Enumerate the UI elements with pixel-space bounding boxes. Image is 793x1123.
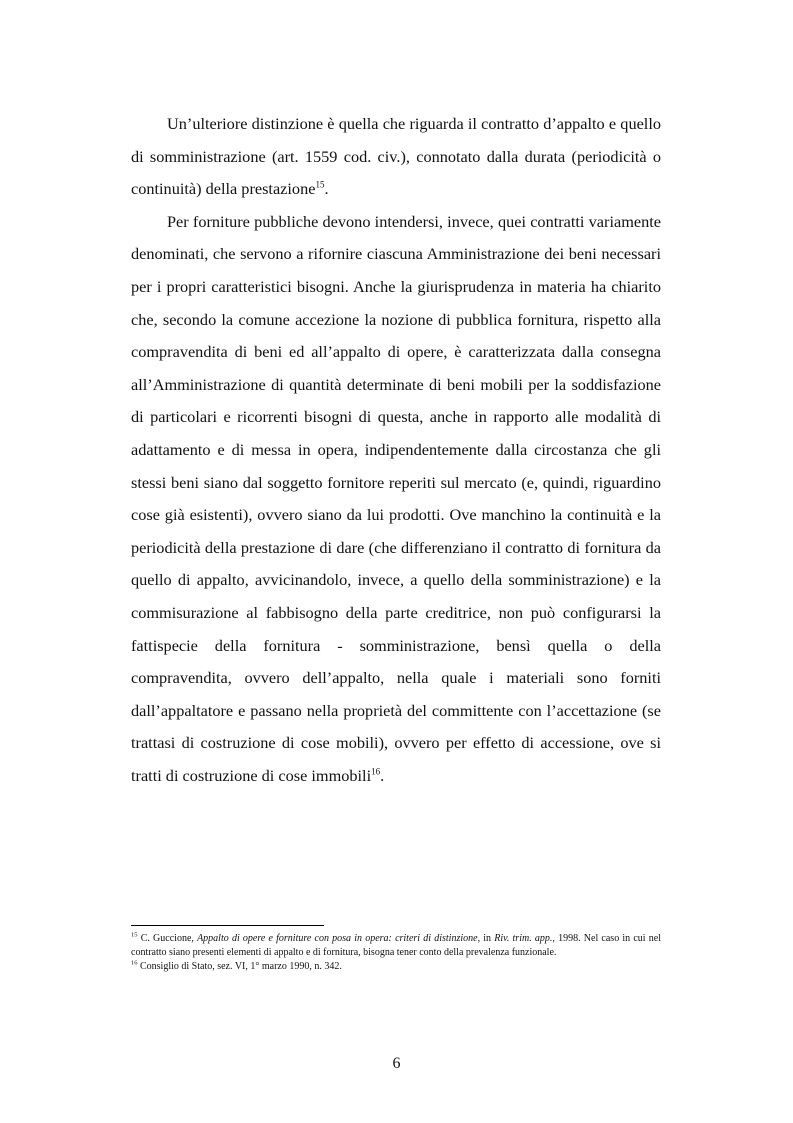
footnote-divider xyxy=(131,925,324,926)
footnotes xyxy=(131,925,661,973)
page-number: 6 xyxy=(392,1055,401,1072)
footnote-ref-15[interactable]: 15 xyxy=(315,179,325,190)
footnote-ref-16[interactable]: 16 xyxy=(371,766,381,777)
main-text xyxy=(131,108,661,792)
paragraph-1: Un’ulteriore distinzione è quella che riguarda il contratto d’appalto e quello di somministrazione (art. 1559 cod. civ.), connotato dalla durata (periodicità o continuità) della prestazione$^{15}$. xyxy=(131,114,661,199)
footnote-16: $^{16}$ Consiglio di Stato, sez. VI, 1° marzo 1990, n. 342. xyxy=(131,959,342,972)
paragraph-2: Per forniture pubbliche devono intendersi, invece, quei contratti variamente denominati, che servono a rifornire ciascuna Amministrazione dei beni necessari per i propri caratteristici bisogni. Anche la giurisprudenza in materia ha chiarito che, secondo la comune accezione la nozione di pubblica fornitura, rispetto alla compravendita di beni ed all’appalto di opere, è caratterizzata dalla consegna all’Amministrazione di quantità determinate di beni mobili per la soddisfazione di particolari e ricorrenti bisogni di questa, anche in rapporto alle modalità di adattamento e di messa in opera, indipendentemente dalla circostanza che gli stessi beni siano dal soggetto fornitore reperiti sul mercato (e, quindi, riguardino cose già esistenti), ovvero siano da lui prodotti. Ove manchino la continuità e la periodicità della prestazione di dare (che differenziano il contratto di fornitura da quello di appalto, avvicinandolo, invece, a quello della somministrazione) e la commisurazione al fabbisogno della parte creditrice, non può configurarsi la fattispecie della fornitura - somministrazione, bensì quella o della compravendita, ovvero dell’appalto, nella quale i materiali sono forniti dall’appaltatore e passano nella proprietà del committente con l’accettazione (se trattasi di costruzione di cose mobili), ovvero per effetto di accessione, ove si tratti di costruzione di cose immobili$^{16}$. xyxy=(131,211,661,785)
footnote-15: $^{15}$ C. Guccione, Appalto di opere e forniture con posa in opera: criteri di distinzione, in Riv. trim. app., 1998. Nel caso in cui nel contratto siano presenti elementi di appalto e di fornitura, bisogna tener conto della prevalenza funzionale. xyxy=(131,931,661,958)
